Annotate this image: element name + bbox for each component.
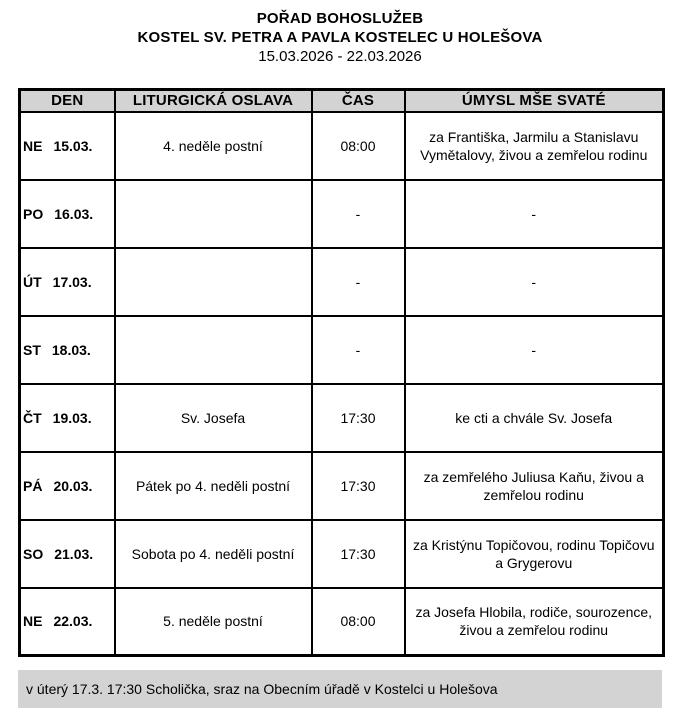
table-row — [20, 384, 664, 452]
celebration-cell: 5. neděle postní — [115, 588, 312, 656]
intention-cell: za Josefa Hlobila, rodiče, sourozence, živou a zemřelou rodinu — [405, 588, 664, 656]
day-cell — [20, 588, 115, 656]
day-date: 17.03. — [52, 273, 92, 290]
announcement-note: v úterý 17.3. 17:30 Scholička, sraz na Obecním úřadě v Kostelci u Holešova — [18, 670, 662, 708]
time-cell: 08:00 — [312, 588, 405, 656]
day-cell — [20, 452, 115, 520]
intention-cell: - — [405, 248, 664, 316]
celebration-cell — [115, 180, 312, 248]
intention-cell: - — [405, 180, 664, 248]
celebration-cell: Sv. Josefa — [115, 384, 312, 452]
table-row — [20, 112, 664, 180]
table-row — [20, 316, 664, 384]
document-header — [0, 0, 680, 67]
day-date: 18.03. — [51, 341, 91, 358]
intention-cell: za Kristýnu Topičovou, rodinu Topičovu a Grygerovu — [405, 520, 664, 588]
column-header-intention: ÚMYSL MŠE SVATÉ — [405, 90, 664, 112]
table-row — [20, 452, 664, 520]
date-range: 15.03.2026 - 22.03.2026 — [258, 48, 422, 65]
intention-cell: ke cti a chvále Sv. Josefa — [405, 384, 664, 452]
church-name: KOSTEL SV. PETRA A PAVLA KOSTELEC U HOLEŠOVA — [137, 29, 543, 46]
time-cell: - — [312, 248, 405, 316]
table-row — [20, 180, 664, 248]
time-cell: 17:30 — [312, 520, 405, 588]
day-date: 19.03. — [52, 409, 92, 426]
table-row — [20, 248, 664, 316]
column-header-day: DEN — [20, 90, 115, 112]
time-cell: - — [312, 316, 405, 384]
day-abbr: PO — [23, 205, 44, 222]
day-cell — [20, 112, 115, 180]
intention-cell: za Františka, Jarmilu a Stanislavu Vymětalovy, živou a zemřelou rodinu — [405, 112, 664, 180]
day-cell — [20, 384, 115, 452]
time-cell: - — [312, 180, 405, 248]
intention-cell: za zemřelého Juliusa Kaňu, živou a zemřelou rodinu — [405, 452, 664, 520]
time-cell: 17:30 — [312, 384, 405, 452]
day-abbr: ČT — [23, 409, 42, 426]
service-schedule-table — [18, 88, 665, 657]
day-abbr: ÚT — [23, 273, 42, 290]
column-header-time: ČAS — [312, 90, 405, 112]
celebration-cell — [115, 316, 312, 384]
celebration-cell: 4. neděle postní — [115, 112, 312, 180]
celebration-cell: Pátek po 4. neděli postní — [115, 452, 312, 520]
day-date: 22.03. — [53, 613, 93, 630]
celebration-cell — [115, 248, 312, 316]
table-row — [20, 520, 664, 588]
column-header-celebration: LITURGICKÁ OSLAVA — [115, 90, 312, 112]
day-cell — [20, 520, 115, 588]
day-cell — [20, 180, 115, 248]
intention-cell: - — [405, 316, 664, 384]
day-abbr: ST — [23, 341, 41, 358]
day-date: 15.03. — [53, 137, 93, 154]
table-row — [20, 588, 664, 656]
day-abbr: SO — [23, 545, 44, 562]
day-abbr: NE — [23, 137, 43, 154]
table-header-row — [20, 90, 664, 112]
day-date: 16.03. — [54, 205, 94, 222]
day-abbr: PÁ — [23, 477, 43, 494]
day-date: 21.03. — [54, 545, 94, 562]
day-date: 20.03. — [53, 477, 93, 494]
time-cell: 08:00 — [312, 112, 405, 180]
day-cell — [20, 316, 115, 384]
page-title: POŘAD BOHOSLUŽEB — [256, 10, 424, 27]
day-cell — [20, 248, 115, 316]
celebration-cell: Sobota po 4. neděli postní — [115, 520, 312, 588]
time-cell: 17:30 — [312, 452, 405, 520]
day-abbr: NE — [23, 613, 43, 630]
